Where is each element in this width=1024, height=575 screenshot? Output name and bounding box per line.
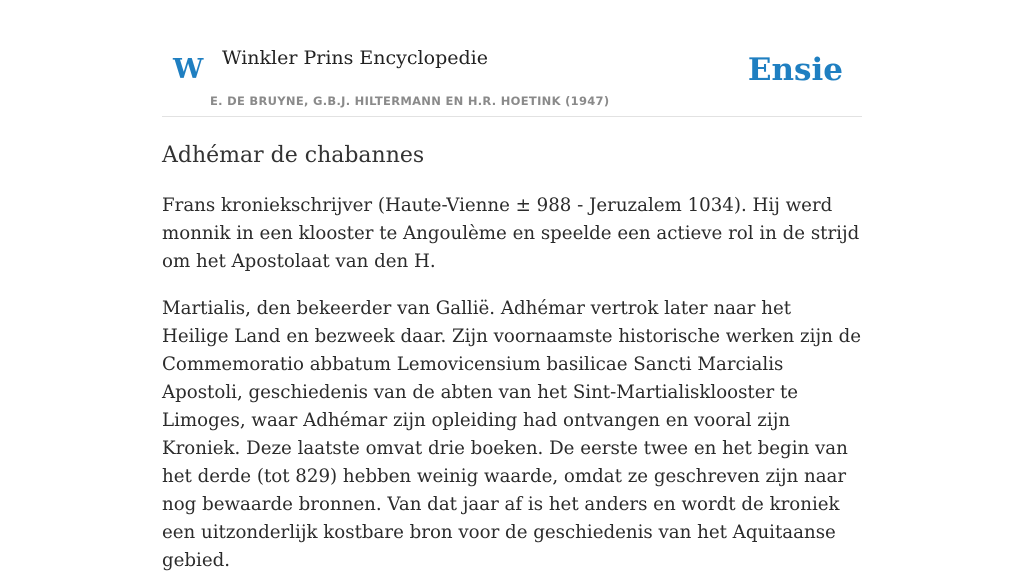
book-title[interactable]: Winkler Prins Encyclopedie bbox=[222, 47, 488, 69]
header bbox=[162, 0, 862, 117]
authors-line: E. DE BRUYNE, G.B.J. HILTERMANN EN H.R. HOETINK (1947) bbox=[210, 94, 610, 108]
ensie-logo[interactable]: Ensie bbox=[747, 52, 843, 88]
article-paragraph-1: Frans kroniekschrijver (Haute-Vienne ± 988 - Jeruzalem 1034). Hij werd monnik in een klooster te Angoulème en speelde een actieve rol in de strijd om het Apostolaat van den H. bbox=[162, 195, 860, 272]
article-title: Adhémar de chabannes bbox=[162, 143, 425, 168]
page-container bbox=[162, 0, 862, 575]
encyclopedia-logo[interactable]: W bbox=[173, 54, 204, 85]
article-paragraph-2: Martialis, den bekeerder van Gallië. Adhémar vertrok later naar het Heilige Land en bezweek daar. Zijn voornaamste historische werken zijn de Commemoratio abbatum Lemovicensium basilicae Sancti Marcialis Apostoli, geschiedenis van de abten van het Sint-Martialisklooster te Limoges, waar Adhémar zijn opleiding had ontvangen en vooral zijn Kroniek. Deze laatste omvat drie boeken. De eerste twee en het begin van het derde (tot 829) hebben weinig waarde, omdat ze geschreven zijn naar nog bewaarde bronnen. Van dat jaar af is het anders en wordt de kroniek een uitzonderlijk kostbare bron voor de geschiedenis van het Aquitaanse gebied. bbox=[162, 298, 861, 571]
